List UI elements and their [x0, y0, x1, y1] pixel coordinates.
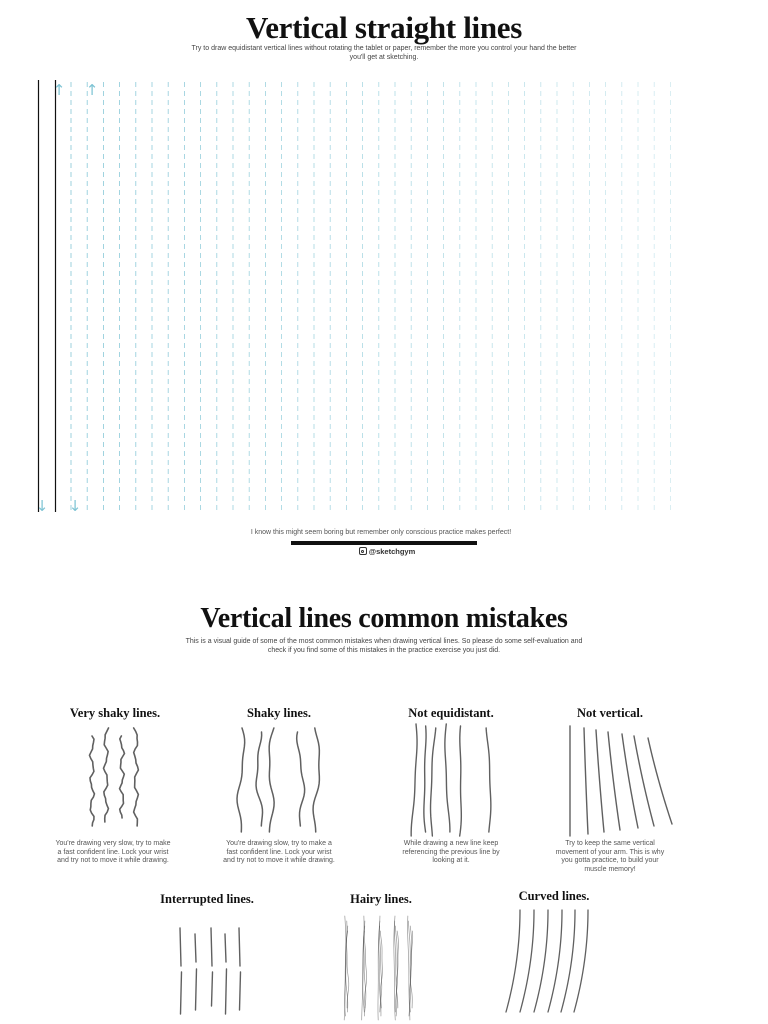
sample-not-equidistant	[424, 726, 426, 832]
sample-curved	[534, 910, 548, 1012]
sample-shaky	[313, 728, 319, 832]
mistakes-title: Vertical lines common mistakes	[200, 603, 568, 634]
arrow-down-icon: ↓	[68, 497, 82, 515]
mistake-desc-very-shaky: You're drawing very slow, try to make a fast confident line. Lock your wrist and try not to move it while drawing.	[55, 840, 171, 864]
sample-interrupted	[211, 928, 212, 966]
sample-interrupted	[226, 969, 227, 1014]
sample-not-vertical	[608, 732, 620, 830]
sample-very-shaky	[89, 736, 94, 826]
sample-not-vertical	[648, 738, 672, 824]
sample-very-shaky	[134, 728, 139, 826]
sample-curved	[561, 910, 575, 1012]
sample-hairy	[364, 931, 366, 1008]
sample-not-equidistant	[445, 724, 450, 832]
social-handle	[0, 547, 768, 556]
sample-curved	[548, 910, 562, 1012]
sample-curved	[574, 910, 588, 1012]
mistake-title-shaky: Shaky lines.	[247, 706, 311, 720]
mistake-title-interrupted: Interrupted lines.	[160, 892, 254, 906]
sample-not-equidistant	[460, 726, 462, 836]
sample-not-equidistant	[486, 728, 491, 832]
sample-interrupted	[196, 969, 197, 1010]
sample-interrupted	[240, 972, 241, 1010]
practice-title: Vertical straight lines	[245, 10, 523, 45]
sample-interrupted	[239, 928, 240, 966]
sample-curved	[520, 910, 534, 1012]
mistake-desc-shaky: You're drawing slow, try to make a fast confident line. Lock your wrist and try not to move it while drawing.	[223, 840, 335, 864]
sample-not-equidistant	[411, 724, 417, 836]
arrow-up-icon: ↑	[52, 81, 66, 99]
sample-not-vertical	[584, 728, 588, 834]
sample-not-vertical	[596, 730, 604, 832]
mistake-desc-not-equidistant: While drawing a new line keep referencing the previous line by looking at it.	[402, 840, 500, 864]
sample-shaky	[297, 732, 305, 826]
sample-interrupted	[180, 928, 181, 966]
sample-shaky	[269, 728, 274, 832]
sample-very-shaky	[120, 736, 125, 818]
sample-hairy	[347, 931, 349, 1008]
sample-very-shaky	[104, 728, 109, 822]
mistake-desc-not-vertical: Try to keep the same vertical movement of your arm. This is why you gotta practice, to build your muscle memory!	[555, 840, 665, 873]
instagram-icon	[359, 547, 367, 555]
sample-interrupted	[225, 934, 226, 962]
sample-curved	[506, 910, 520, 1012]
mistake-title-not-equidistant: Not equidistant.	[408, 706, 494, 720]
practice-instructions: Try to draw equidistant vertical lines without rotating the tablet or paper, remember the more you control your hand the better you'll get at sketching.	[191, 45, 577, 61]
sample-not-equidistant	[431, 728, 436, 836]
sample-interrupted	[181, 972, 182, 1014]
arrow-down-icon: ↓	[35, 497, 49, 515]
mistake-title-not-vertical: Not vertical.	[577, 706, 643, 720]
mistake-title-hairy: Hairy lines.	[350, 892, 412, 906]
footer-note: I know this might seem boring but remember only conscious practice makes perfect!	[250, 529, 512, 536]
sample-interrupted	[195, 934, 196, 962]
handle-text: @sketchgym	[368, 547, 416, 556]
mistake-title-very-shaky: Very shaky lines.	[69, 706, 161, 720]
mistake-title-curved: Curved lines.	[518, 889, 590, 903]
footer-divider	[291, 541, 477, 545]
practice-grid	[36, 80, 671, 515]
sample-shaky	[256, 732, 262, 826]
arrow-up-icon: ↑	[85, 81, 99, 99]
sample-shaky	[237, 728, 245, 832]
sample-interrupted	[212, 972, 213, 1006]
mistakes-intro: This is a visual guide of some of the most common mistakes when drawing vertical lines. So please do some self-evaluation and check if you find some of this mistakes in the practice exercise you just did.	[185, 638, 583, 654]
